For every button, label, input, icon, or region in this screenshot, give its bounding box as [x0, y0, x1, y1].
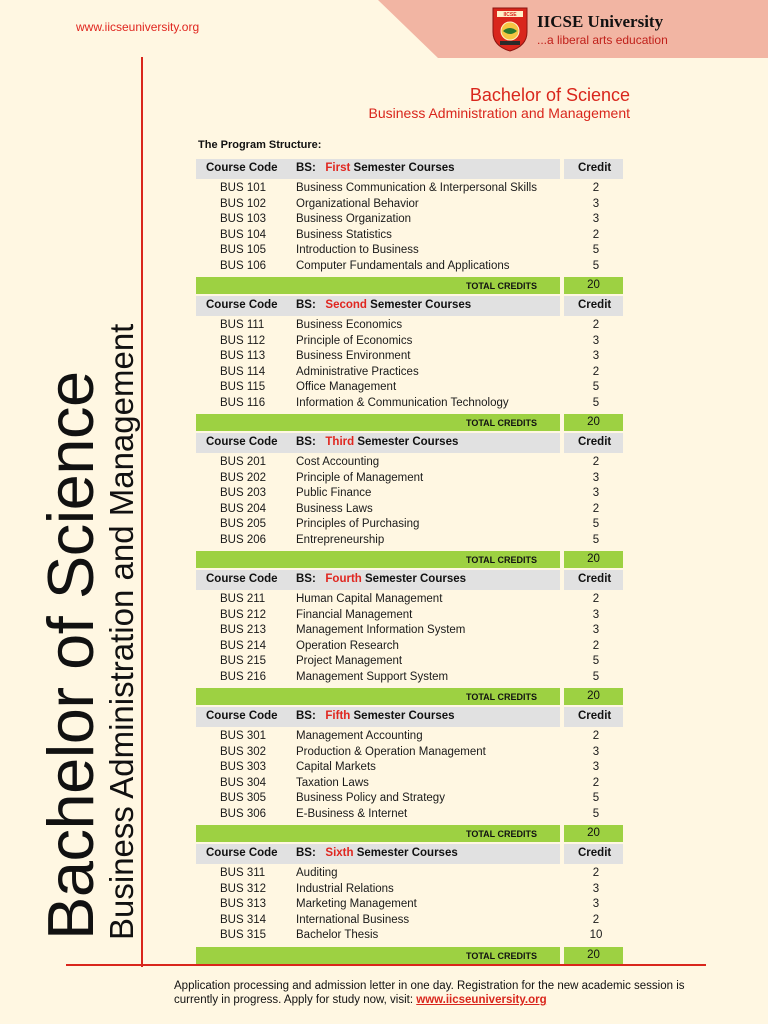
course-code: BUS 211 — [220, 593, 266, 605]
course-credit: 3 — [592, 882, 600, 895]
course-row — [196, 229, 623, 245]
course-code: BUS 106 — [220, 259, 267, 272]
course-row — [196, 534, 623, 550]
semester-block — [196, 296, 623, 431]
course-code: BUS 213 — [220, 624, 267, 636]
course-code: BUS 313 — [220, 898, 267, 910]
program-structure-label: The Program Structure: — [198, 139, 322, 151]
course-credit: 5 — [592, 396, 600, 409]
course-row — [196, 487, 623, 503]
course-code: BUS 214 — [220, 639, 267, 652]
course-name: Business Laws — [296, 502, 373, 515]
course-name: Principle of Management — [296, 471, 424, 484]
course-credit: 2 — [592, 502, 600, 515]
course-code: BUS 103 — [220, 213, 267, 225]
total-credits-value: 20 — [587, 827, 600, 839]
course-credit: 2 — [592, 639, 600, 652]
course-code: BUS 112 — [220, 334, 266, 347]
total-credits-row — [196, 825, 623, 842]
side-title — [34, 323, 140, 940]
course-credit: 3 — [592, 761, 600, 773]
course-credit: 2 — [592, 365, 600, 378]
course-row — [196, 366, 623, 382]
page-title: Bachelor of Science — [469, 85, 630, 105]
credit-header: Credit — [578, 710, 612, 722]
course-row — [196, 319, 623, 335]
total-credits-value: 20 — [587, 416, 600, 428]
course-name: Management Information System — [296, 624, 466, 636]
course-credit: 5 — [592, 792, 600, 804]
course-credit: 3 — [592, 745, 600, 758]
total-credits-label: TOTAL CREDITS — [466, 950, 538, 961]
course-name: Industrial Relations — [296, 882, 394, 895]
course-code-header: Course Code — [206, 436, 278, 448]
bs-prefix: BS: — [296, 299, 316, 311]
course-code-header: Course Code — [206, 573, 278, 585]
course-name: Business Organization — [296, 213, 412, 225]
course-row — [196, 792, 623, 808]
course-code: BUS 302 — [220, 745, 267, 758]
side-title-sub: Business Administration and Management — [103, 323, 140, 940]
course-name: Public Finance — [296, 487, 372, 499]
course-name: Business Statistics — [296, 228, 392, 241]
course-row — [196, 655, 623, 671]
course-code: BUS 114 — [220, 365, 266, 378]
course-credit: 5 — [592, 381, 600, 393]
course-code: BUS 204 — [220, 502, 267, 515]
course-name: Marketing Management — [296, 898, 417, 910]
course-code: BUS 314 — [220, 913, 267, 926]
course-code: BUS 111 — [220, 319, 265, 331]
course-code: BUS 311 — [220, 867, 266, 879]
course-name: Auditing — [296, 867, 338, 879]
course-code: BUS 304 — [220, 776, 267, 789]
credit-header: Credit — [578, 299, 612, 311]
total-credits-label: TOTAL CREDITS — [466, 829, 538, 839]
course-name: Financial Management — [296, 608, 413, 621]
course-name: Taxation Laws — [296, 776, 369, 789]
course-list — [196, 590, 623, 686]
credit-header: Credit — [578, 162, 612, 174]
total-credits-value: 20 — [587, 553, 600, 565]
semester-block — [196, 707, 623, 842]
course-code: BUS 116 — [220, 396, 266, 409]
course-credit: 2 — [592, 730, 600, 742]
course-row — [196, 914, 623, 930]
course-row — [196, 198, 623, 214]
course-row — [196, 808, 623, 824]
course-code: BUS 113 — [220, 350, 266, 362]
course-row — [196, 624, 623, 640]
bs-prefix: BS: — [296, 162, 316, 174]
semester-header — [196, 296, 623, 316]
course-credit: 3 — [592, 350, 600, 362]
page-subtitle: Business Administration and Management — [368, 105, 630, 121]
course-name: Management Support System — [296, 670, 449, 683]
course-name: Information & Communication Technology — [296, 396, 509, 409]
course-row — [196, 671, 623, 687]
course-credit: 2 — [592, 182, 600, 194]
course-name: Computer Fundamentals and Applications — [296, 259, 510, 272]
course-list — [196, 179, 623, 275]
course-row — [196, 472, 623, 488]
course-code: BUS 206 — [220, 533, 267, 546]
course-credit: 5 — [592, 655, 600, 667]
university-name: IICSE University — [537, 12, 664, 31]
course-name: Office Management — [296, 381, 397, 393]
course-name: Business Economics — [296, 319, 403, 331]
course-name: Organizational Behavior — [296, 197, 419, 210]
semester-block — [196, 570, 623, 705]
semester-suffix: Semester Courses — [356, 847, 458, 859]
course-name: Production & Operation Management — [296, 745, 486, 758]
course-row — [196, 381, 623, 397]
course-credit: 3 — [592, 197, 600, 210]
course-code: BUS 301 — [220, 730, 267, 742]
semester-title — [296, 847, 458, 859]
course-row — [196, 456, 623, 472]
total-credits-label: TOTAL CREDITS — [466, 418, 538, 428]
course-row — [196, 898, 623, 914]
course-list — [196, 864, 623, 945]
course-name: E-Business & Internet — [296, 807, 408, 820]
course-name: Principles of Purchasing — [296, 518, 420, 530]
course-name: Management Accounting — [296, 730, 423, 742]
program-tables — [196, 159, 623, 964]
vertical-divider — [141, 57, 143, 967]
semester-block — [196, 433, 623, 568]
credit-header: Credit — [578, 436, 612, 448]
website-link[interactable]: www.iicseuniversity.org — [76, 20, 200, 34]
course-code: BUS 102 — [220, 197, 267, 210]
course-name: Cost Accounting — [296, 456, 380, 468]
course-credit: 3 — [592, 471, 600, 484]
course-credit: 3 — [592, 624, 600, 636]
course-row — [196, 777, 623, 793]
logo-text: IICSE — [503, 12, 517, 18]
course-code-header: Course Code — [206, 710, 278, 722]
semester-suffix: Semester Courses — [357, 436, 459, 448]
course-name: Introduction to Business — [296, 244, 419, 256]
course-name: Entrepreneurship — [296, 533, 385, 546]
course-code-header: Course Code — [206, 162, 278, 174]
course-row — [196, 746, 623, 762]
course-list — [196, 727, 623, 823]
semester-suffix: Semester Courses — [353, 710, 455, 722]
bs-prefix: BS: — [296, 573, 316, 585]
course-code: BUS 105 — [220, 244, 267, 256]
course-row — [196, 503, 623, 519]
footer-link[interactable]: www.iicseuniversity.org — [416, 994, 547, 1006]
course-name: Capital Markets — [296, 761, 376, 773]
course-row — [196, 213, 623, 229]
course-code: BUS 101 — [220, 182, 267, 194]
total-credits-value: 20 — [587, 690, 600, 702]
semester-title — [296, 573, 466, 585]
university-logo — [490, 6, 530, 52]
bs-prefix: BS: — [296, 847, 316, 859]
course-credit: 3 — [592, 487, 600, 499]
total-credits-row — [196, 551, 623, 568]
semester-header — [196, 159, 623, 179]
course-credit: 5 — [592, 807, 600, 820]
credit-header: Credit — [578, 573, 612, 585]
semester-name: Third — [325, 436, 355, 448]
semester-suffix: Semester Courses — [370, 299, 472, 311]
course-name: Business Environment — [296, 350, 411, 362]
credit-header: Credit — [578, 847, 612, 859]
course-code: BUS 203 — [220, 487, 267, 499]
course-code-header: Course Code — [206, 299, 278, 311]
course-list — [196, 316, 623, 412]
course-name: Business Communication & Interpersonal Skills — [296, 182, 537, 194]
total-credits-value: 20 — [587, 948, 600, 961]
course-name: Project Management — [296, 655, 403, 667]
course-code: BUS 202 — [220, 471, 267, 484]
course-credit: 2 — [592, 867, 600, 879]
semester-title — [296, 299, 471, 311]
footer — [174, 979, 714, 1007]
total-credits-row — [196, 947, 623, 964]
course-credit: 5 — [592, 533, 600, 546]
course-row — [196, 182, 623, 198]
course-name: Operation Research — [296, 639, 399, 652]
course-row — [196, 929, 623, 945]
total-credits-row — [196, 688, 623, 705]
course-code: BUS 104 — [220, 228, 267, 241]
course-code: BUS 216 — [220, 670, 267, 683]
course-credit: 2 — [592, 913, 600, 926]
semester-name: First — [325, 162, 351, 174]
course-row — [196, 244, 623, 260]
course-credit: 3 — [592, 213, 600, 225]
footer-text: Application processing and admission letter in one day. Registration for the new academic session is currently in progress. Apply for study now, visit: — [174, 980, 685, 1006]
course-credit: 5 — [592, 259, 600, 272]
total-credits-label: TOTAL CREDITS — [466, 692, 538, 702]
bs-prefix: BS: — [296, 710, 316, 722]
side-title-main: Bachelor of Science — [34, 371, 107, 940]
course-row — [196, 761, 623, 777]
course-credit: 2 — [592, 319, 600, 331]
total-credits-row — [196, 277, 623, 294]
course-credit: 5 — [592, 244, 600, 256]
semester-header — [196, 570, 623, 590]
semester-suffix: Semester Courses — [365, 573, 467, 585]
course-code: BUS 115 — [220, 381, 266, 393]
semester-block — [196, 844, 623, 964]
course-name: Business Policy and Strategy — [296, 792, 445, 804]
semester-title — [296, 436, 458, 448]
course-code: BUS 312 — [220, 882, 267, 895]
course-row — [196, 593, 623, 609]
course-code: BUS 306 — [220, 807, 267, 820]
course-credit: 10 — [589, 929, 603, 941]
semester-header — [196, 433, 623, 453]
semester-block — [196, 159, 623, 294]
course-code: BUS 305 — [220, 792, 267, 804]
course-name: Human Capital Management — [296, 593, 443, 605]
course-row — [196, 397, 623, 413]
course-credit: 3 — [592, 334, 600, 347]
course-row — [196, 867, 623, 883]
course-credit: 5 — [592, 518, 600, 530]
total-credits-row — [196, 414, 623, 431]
course-credit: 2 — [592, 593, 600, 605]
course-code: BUS 315 — [220, 929, 267, 941]
semester-header — [196, 707, 623, 727]
course-row — [196, 518, 623, 534]
course-name: Bachelor Thesis — [296, 929, 379, 941]
total-credits-label: TOTAL CREDITS — [466, 281, 538, 291]
course-code: BUS 303 — [220, 761, 267, 773]
semester-suffix: Semester Courses — [353, 162, 455, 174]
course-row — [196, 350, 623, 366]
university-tagline: ...a liberal arts education — [537, 33, 668, 47]
course-row — [196, 730, 623, 746]
course-code: BUS 205 — [220, 518, 267, 530]
semester-name: Fifth — [325, 710, 351, 722]
course-credit: 2 — [592, 456, 600, 468]
course-row — [196, 335, 623, 351]
semester-name: Second — [325, 299, 367, 311]
course-code-header: Course Code — [206, 847, 278, 859]
bottom-divider — [66, 964, 706, 966]
course-code: BUS 215 — [220, 655, 267, 667]
semester-name: Fourth — [325, 573, 362, 585]
course-credit: 2 — [592, 776, 600, 789]
course-name: Administrative Practices — [296, 365, 419, 378]
course-row — [196, 260, 623, 276]
course-code: BUS 212 — [220, 608, 267, 621]
semester-name: Sixth — [325, 847, 354, 859]
course-credit: 2 — [592, 228, 600, 241]
course-row — [196, 609, 623, 625]
total-credits-value: 20 — [587, 279, 600, 291]
semester-title — [296, 710, 455, 722]
course-code: BUS 201 — [220, 456, 267, 468]
course-list — [196, 453, 623, 549]
total-credits-label: TOTAL CREDITS — [466, 555, 538, 565]
bs-prefix: BS: — [296, 436, 316, 448]
semester-header — [196, 844, 623, 864]
course-credit: 5 — [592, 670, 600, 683]
course-credit: 3 — [592, 898, 600, 910]
course-credit: 3 — [592, 608, 600, 621]
course-name: International Business — [296, 913, 410, 926]
semester-title — [296, 162, 455, 174]
course-row — [196, 883, 623, 899]
course-name: Principle of Economics — [296, 334, 413, 347]
course-row — [196, 640, 623, 656]
